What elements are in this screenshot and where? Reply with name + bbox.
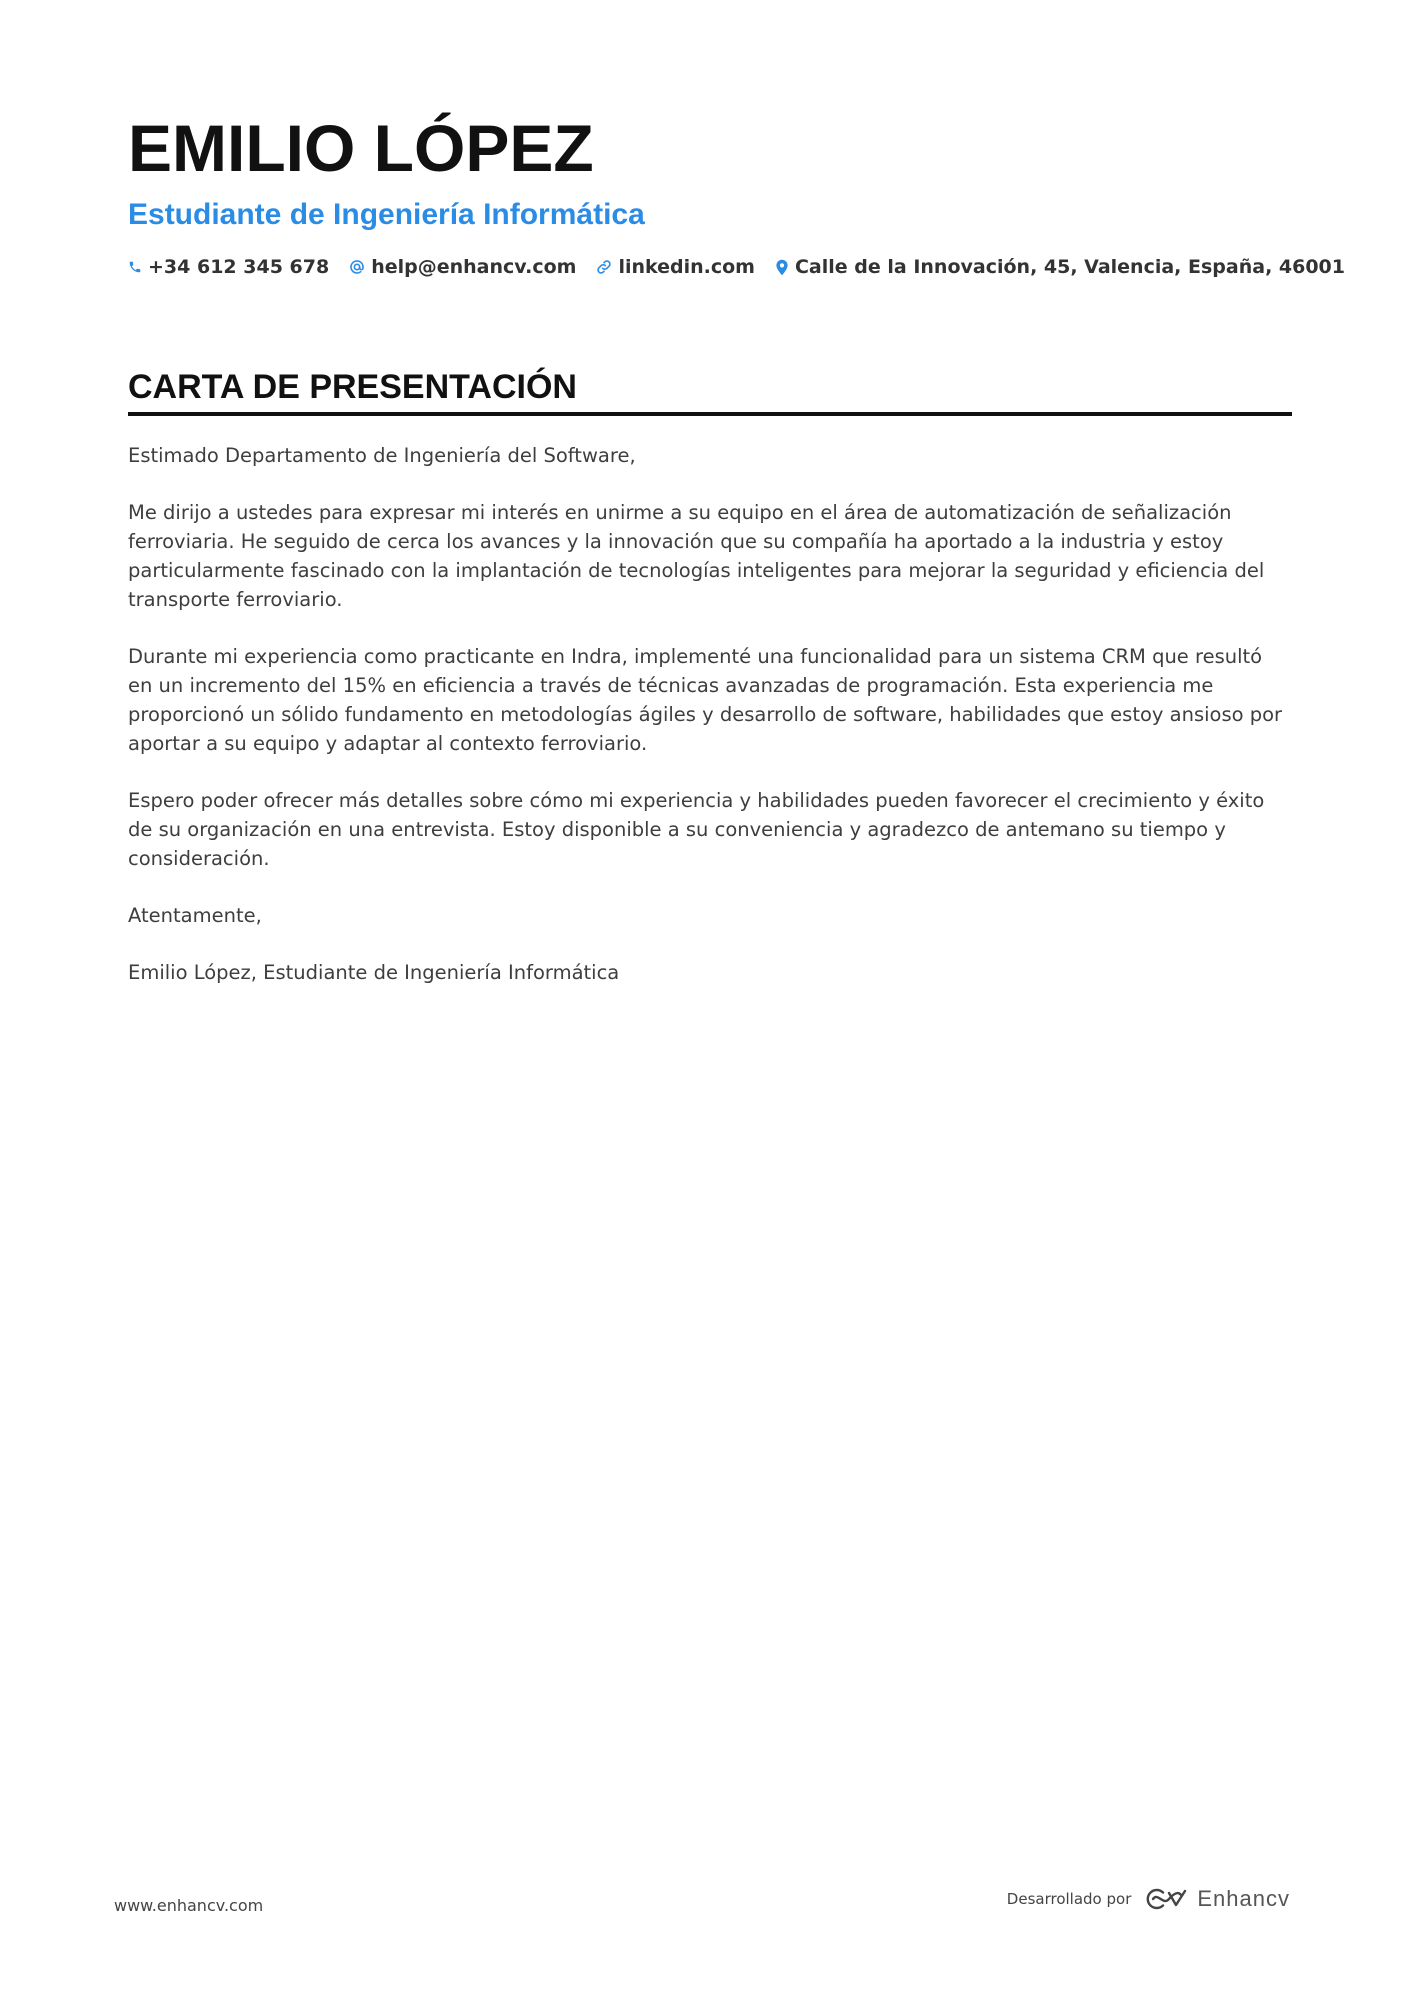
cover-letter-section [128,366,1292,416]
contact-phone [128,256,329,278]
candidate-name: EMILIO LÓPEZ [128,111,594,185]
letter-greeting: Estimado Departamento de Ingeniería del Software, [128,444,636,467]
candidate-role: Estudiante de Ingeniería Informática [128,198,645,231]
phone-text: +34 612 345 678 [148,256,330,278]
letter-paragraph: Me dirijo a ustedes para expresar mi interés en unirme a su equipo en el área de automatización de señalización ferroviaria. He seguido de cerca los avances y la innovación que su compañía ha aportado a la industria y estoy particularmente fascinado con la implantación de tecnologías inteligentes para mejorar la seguridad y eficiencia del transporte ferroviario. [128,501,1265,611]
at-icon [349,259,365,275]
letter-signature: Emilio López, Estudiante de Ingeniería Informática [128,961,620,985]
linkedin-link[interactable]: linkedin.com [618,256,755,278]
address-text: Calle de la Innovación, 45, Valencia, España, 46001 [794,256,1346,278]
location-pin-icon [775,259,789,276]
contact-linkedin[interactable] [596,256,755,278]
contact-email[interactable] [349,256,576,278]
footer-branding [1007,1886,1290,1912]
email-link[interactable]: help@enhancv.com [371,256,577,278]
letter-paragraph: Durante mi experiencia como practicante en Indra, implementé una funcionalidad para un sistema CRM que resultó en un incremento del 15% en eficiencia a través de técnicas avanzadas de programación. Esta experiencia me proporcionó un sólido fundamento en metodologías ágiles y desarrollo de software, habilidades que estoy ansioso por aportar a su equipo y adaptar al contexto ferroviario. [128,645,1283,755]
section-divider [128,412,1292,416]
powered-by-label: Desarrollado por [1006,1890,1132,1908]
phone-icon [128,260,142,274]
brand-wordmark: Enhancv [1197,1886,1290,1911]
footer-website[interactable]: www.enhancv.com [114,1896,264,1915]
contact-address [775,256,1345,278]
link-icon [596,259,612,275]
contact-bar [128,256,1346,278]
section-title: CARTA DE PRESENTACIÓN [128,368,577,406]
letter-body [128,442,1288,1017]
letter-closing: Atentamente, [128,903,262,927]
enhancv-logo-icon [1143,1886,1189,1912]
letter-paragraph: Espero poder ofrecer más detalles sobre cómo mi experiencia y habilidades pueden favorecer el crecimiento y éxito de su organización en una entrevista. Estoy disponible a su conveniencia y agradezco de antemano su tiempo y consideración. [128,788,1265,870]
header [128,110,1346,278]
